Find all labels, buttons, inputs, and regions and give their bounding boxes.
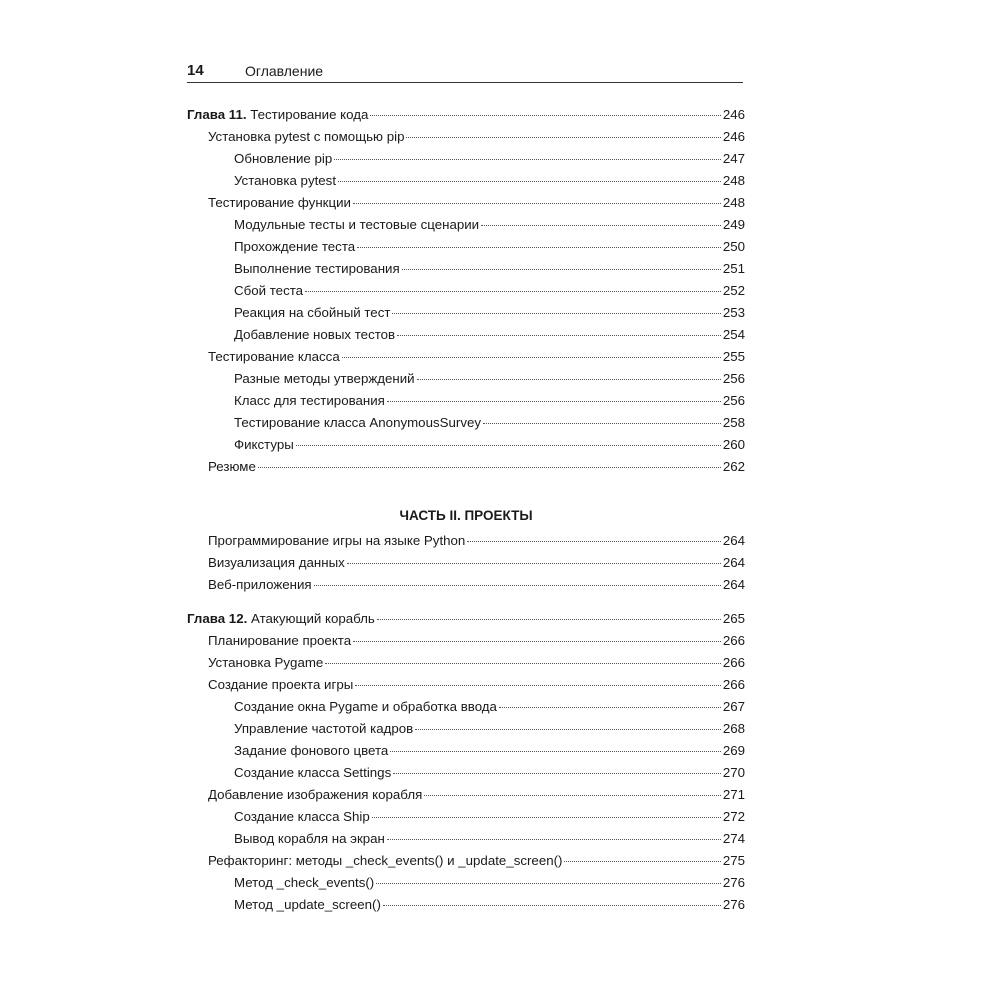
toc-entry-title: Установка pytest (234, 173, 337, 188)
page-ref: 266 (722, 677, 745, 692)
toc-entry-title: Реакция на сбойный тест (234, 305, 391, 320)
toc-part-2 (187, 533, 745, 599)
toc-entry (187, 283, 745, 305)
page-ref: 260 (722, 437, 745, 452)
dot-leader (387, 838, 721, 840)
toc-entry-title: Рефакторинг: методы _check_events() и _update_screen() (208, 853, 563, 868)
toc-entry-title: Тестирование класса AnonymousSurvey (234, 415, 482, 430)
chapter-label: Глава 11. (187, 107, 247, 122)
toc-entry (187, 349, 745, 371)
toc-entry-title: Управление частотой кадров (234, 721, 414, 736)
toc-entry-title: Добавление изображения корабля (208, 787, 423, 802)
toc-entry-title: Создание проекта игры (208, 677, 354, 692)
dot-leader (305, 290, 721, 292)
dot-leader (393, 772, 721, 774)
dot-leader (338, 180, 721, 182)
toc-entry-title: Визуализация данных (208, 555, 345, 570)
dot-leader (483, 422, 721, 424)
toc-entry-title: Класс для тестирования (234, 393, 385, 408)
dot-leader (467, 540, 720, 542)
page-ref: 266 (722, 633, 745, 648)
page-ref: 253 (722, 305, 745, 320)
dot-leader (392, 312, 720, 314)
toc-entry-title: Сбой теста (234, 283, 304, 298)
page-ref: 249 (722, 217, 745, 232)
running-header (187, 58, 743, 83)
page-ref: 265 (722, 611, 745, 626)
dot-leader (390, 750, 721, 752)
page-ref: 255 (722, 349, 745, 364)
dot-leader (406, 136, 720, 138)
dot-leader (314, 584, 721, 586)
page-ref: 246 (722, 107, 745, 122)
toc-chapter-entry (187, 611, 745, 633)
toc-chapter-11 (187, 107, 745, 481)
toc-entry (187, 853, 745, 875)
toc-entry-title: Добавление новых тестов (234, 327, 396, 342)
toc-entry (187, 831, 745, 853)
dot-leader (325, 662, 720, 664)
toc-entry-list (187, 533, 745, 599)
toc-entry (187, 577, 745, 599)
toc-entry (187, 415, 745, 437)
toc-entry (187, 721, 745, 743)
toc-entry-title: Планирование проекта (208, 633, 352, 648)
page-ref: 275 (722, 853, 745, 868)
toc-entry (187, 533, 745, 555)
toc-entry-title: Создание класса Ship (234, 809, 370, 824)
toc-entry (187, 633, 745, 655)
toc-entry-title: Фикстуры (234, 437, 294, 452)
toc-entry (187, 875, 745, 897)
toc-entry (187, 195, 745, 217)
toc-entry-title: Выполнение тестирования (234, 261, 400, 276)
toc-entry (187, 217, 745, 239)
page-ref: 248 (722, 195, 745, 210)
page-ref: 266 (722, 655, 745, 670)
page-number: 14 (187, 62, 204, 79)
toc-chapter-12 (187, 611, 745, 919)
dot-leader (355, 684, 721, 686)
dot-leader (376, 882, 721, 884)
dot-leader (334, 158, 721, 160)
dot-leader (342, 356, 721, 358)
dot-leader (258, 466, 721, 468)
toc-entry (187, 371, 745, 393)
toc-entry-title: Установка Pygame (208, 655, 324, 670)
toc-entry (187, 173, 745, 195)
page-ref: 247 (722, 151, 745, 166)
toc-entry-title: Программирование игры на языке Python (208, 533, 466, 548)
dot-leader (417, 378, 721, 380)
page-ref: 264 (722, 555, 745, 570)
page-ref: 262 (722, 459, 745, 474)
chapter-title: Атакующий корабль (251, 611, 375, 626)
toc-entry-title: Тестирование класса (208, 349, 340, 364)
toc-entry-title: Обновление pip (234, 151, 333, 166)
toc-entry-title: Разные методы утверждений (234, 371, 415, 386)
dot-leader (387, 400, 721, 402)
toc-entry (187, 459, 745, 481)
page-ref: 268 (722, 721, 745, 736)
dot-leader (415, 728, 721, 730)
page-ref: 270 (722, 765, 745, 780)
page-ref: 252 (722, 283, 745, 298)
toc-entry-title: Вывод корабля на экран (234, 831, 385, 846)
toc-entry (187, 327, 745, 349)
page-ref: 271 (722, 787, 745, 802)
toc-entry (187, 765, 745, 787)
toc-entry (187, 677, 745, 699)
toc-entry (187, 151, 745, 173)
toc-entry-title: Метод _check_events() (234, 875, 375, 890)
toc-entry (187, 743, 745, 765)
toc-entry (187, 393, 745, 415)
dot-leader (357, 246, 721, 248)
page-ref: 269 (722, 743, 745, 758)
page-ref: 256 (722, 393, 745, 408)
toc-entry (187, 555, 745, 577)
dot-leader (377, 618, 721, 620)
dot-leader (564, 860, 720, 862)
dot-leader (481, 224, 721, 226)
dot-leader (372, 816, 721, 818)
dot-leader (397, 334, 721, 336)
toc-entry (187, 897, 745, 919)
toc-entry-title: Создание окна Pygame и обработка ввода (234, 699, 497, 714)
toc-entry (187, 261, 745, 283)
toc-entry-title: Метод _update_screen() (234, 897, 381, 912)
dot-leader (499, 706, 721, 708)
page-ref: 272 (722, 809, 745, 824)
page-ref: 276 (722, 875, 745, 890)
toc-entry-title: Создание класса Settings (234, 765, 392, 780)
dot-leader (402, 268, 721, 270)
chapter-title: Тестирование кода (250, 107, 369, 122)
toc-entry-title: Прохождение теста (234, 239, 356, 254)
page-ref: 250 (722, 239, 745, 254)
page-ref: 267 (722, 699, 745, 714)
toc-entry-title: Тестирование функции (208, 195, 351, 210)
page-ref: 276 (722, 897, 745, 912)
toc-entry (187, 655, 745, 677)
dot-leader (296, 444, 721, 446)
toc-entry-title: Резюме (208, 459, 256, 474)
dot-leader (383, 904, 721, 906)
toc-entry (187, 809, 745, 831)
toc-chapter-entry (187, 107, 745, 129)
toc-entry-list (187, 633, 745, 919)
page-ref: 246 (722, 129, 745, 144)
toc-entry (187, 699, 745, 721)
toc-entry-list (187, 129, 745, 481)
page-ref: 274 (722, 831, 745, 846)
page-ref: 254 (722, 327, 745, 342)
dot-leader (353, 640, 721, 642)
dot-leader (353, 202, 721, 204)
toc-entry (187, 787, 745, 809)
running-title: Оглавление (245, 63, 324, 79)
part-heading: ЧАСТЬ II. ПРОЕКТЫ (399, 508, 533, 523)
toc-entry (187, 129, 745, 151)
dot-leader (424, 794, 721, 796)
chapter-label: Глава 12. (187, 611, 248, 626)
toc-entry-title: Веб-приложения (208, 577, 312, 592)
page-ref: 256 (722, 371, 745, 386)
toc-entry-title: Установка pytest с помощью pip (208, 129, 405, 144)
page-ref: 248 (722, 173, 745, 188)
dot-leader (347, 562, 721, 564)
page-ref: 264 (722, 533, 745, 548)
page-ref: 258 (722, 415, 745, 430)
page-ref: 251 (722, 261, 745, 276)
dot-leader (370, 114, 720, 116)
toc-entry (187, 437, 745, 459)
toc-entry (187, 305, 745, 327)
toc-entry-title: Модульные тесты и тестовые сценарии (234, 217, 480, 232)
toc-entry-title: Задание фонового цвета (234, 743, 389, 758)
toc-entry (187, 239, 745, 261)
page-ref: 264 (722, 577, 745, 592)
